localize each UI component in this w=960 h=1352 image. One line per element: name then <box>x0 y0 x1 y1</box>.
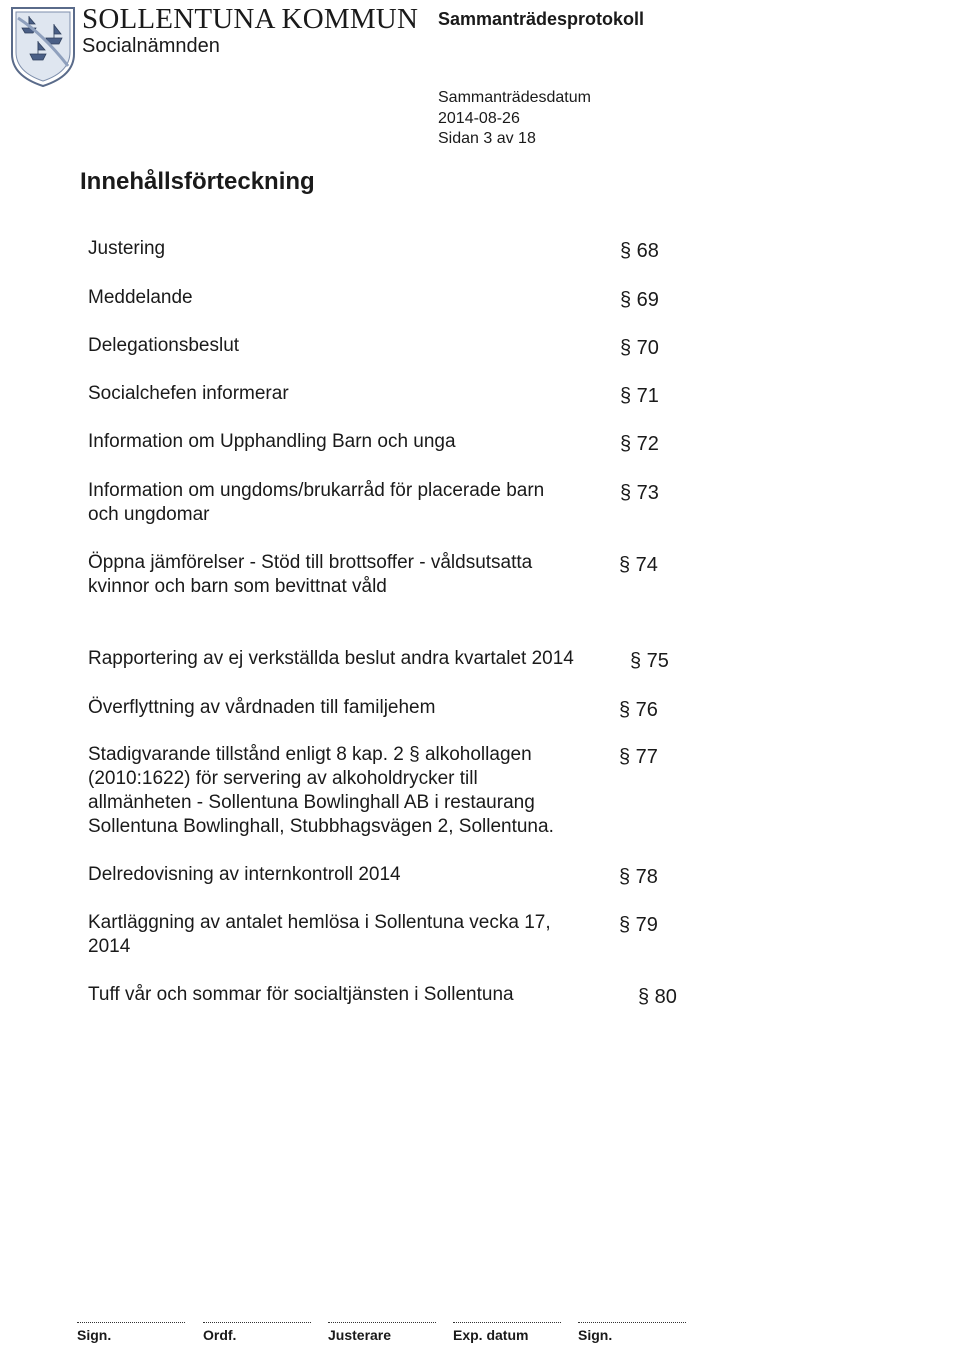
toc-item-label: Information om ungdoms/brukarråd för placerade barn och ungdomar <box>88 480 545 525</box>
toc-item-label: Delredovisning av internkontroll 2014 <box>88 864 401 885</box>
toc-item-section: § 72 <box>620 433 659 455</box>
signature-field <box>203 1322 311 1343</box>
toc-item-section: § 76 <box>619 699 658 721</box>
signature-label: Exp. datum <box>453 1327 529 1343</box>
signature-label: Sign. <box>578 1327 613 1343</box>
toc-item-label: Rapportering av ej verkställda beslut andra kvartalet 2014 <box>88 648 574 669</box>
toc-item-label: Meddelande <box>88 287 193 308</box>
organization-name: SOLLENTUNA KOMMUN <box>82 3 419 35</box>
toc-item-section: § 75 <box>630 650 669 672</box>
toc-item-label: Öppna jämförelser - Stöd till brottsoffer - våldsutsatta kvinnor och barn som bevittnat våld <box>88 552 533 597</box>
meeting-date: 2014-08-26 <box>438 109 520 127</box>
municipality-logo <box>8 4 78 88</box>
toc-item-section: § 79 <box>619 914 658 936</box>
toc-item-section: § 78 <box>619 866 658 888</box>
signature-field <box>328 1322 436 1343</box>
toc-item-label: Överflyttning av vårdnaden till familjehem <box>88 697 436 718</box>
toc-item-label: Delegationsbeslut <box>88 335 240 356</box>
signature-footer <box>0 1322 960 1352</box>
toc-item-section: § 71 <box>620 385 659 407</box>
signature-label: Justerare <box>328 1327 392 1343</box>
page-number: Sidan 3 av 18 <box>438 130 536 147</box>
signature-label: Sign. <box>77 1327 112 1343</box>
department-name: Socialnämnden <box>82 35 220 57</box>
toc-item-section: § 74 <box>619 554 658 576</box>
signature-field <box>77 1322 185 1343</box>
toc-item-section: § 80 <box>638 986 677 1008</box>
signature-label: Ordf. <box>203 1327 237 1343</box>
toc-item-label: Socialchefen informerar <box>88 383 289 404</box>
meeting-date-label: Sammanträdesdatum <box>438 89 591 106</box>
toc-item-label: Tuff vår och sommar för socialtjänsten i Sollentuna <box>88 984 514 1005</box>
toc-item-section: § 70 <box>620 337 659 359</box>
meeting-meta <box>438 88 591 150</box>
toc-item-label: Information om Upphandling Barn och unga <box>88 431 456 452</box>
toc-item-label: Kartläggning av antalet hemlösa i Sollentuna vecka 17, 2014 <box>88 912 551 957</box>
toc-item-section: § 77 <box>619 746 658 768</box>
signature-field <box>453 1322 561 1343</box>
toc-item-section: § 73 <box>620 482 659 504</box>
document-type: Sammanträdesprotokoll <box>438 9 645 29</box>
signature-field <box>578 1322 686 1343</box>
toc-item-label: Justering <box>88 238 166 259</box>
toc-title: Innehållsförteckning <box>80 168 315 195</box>
toc-item-label: Stadigvarande tillstånd enligt 8 kap. 2 § alkohollagen (2010:1622) för servering av alkoholdrycker till allmänheten - Sollentuna Bowlinghall AB i restaurang Sollentuna Bowlinghall, Stubbhagsvägen 2, Sollentuna. <box>88 744 554 837</box>
toc-item-section: § 68 <box>620 240 659 262</box>
toc-item-section: § 69 <box>620 289 659 311</box>
